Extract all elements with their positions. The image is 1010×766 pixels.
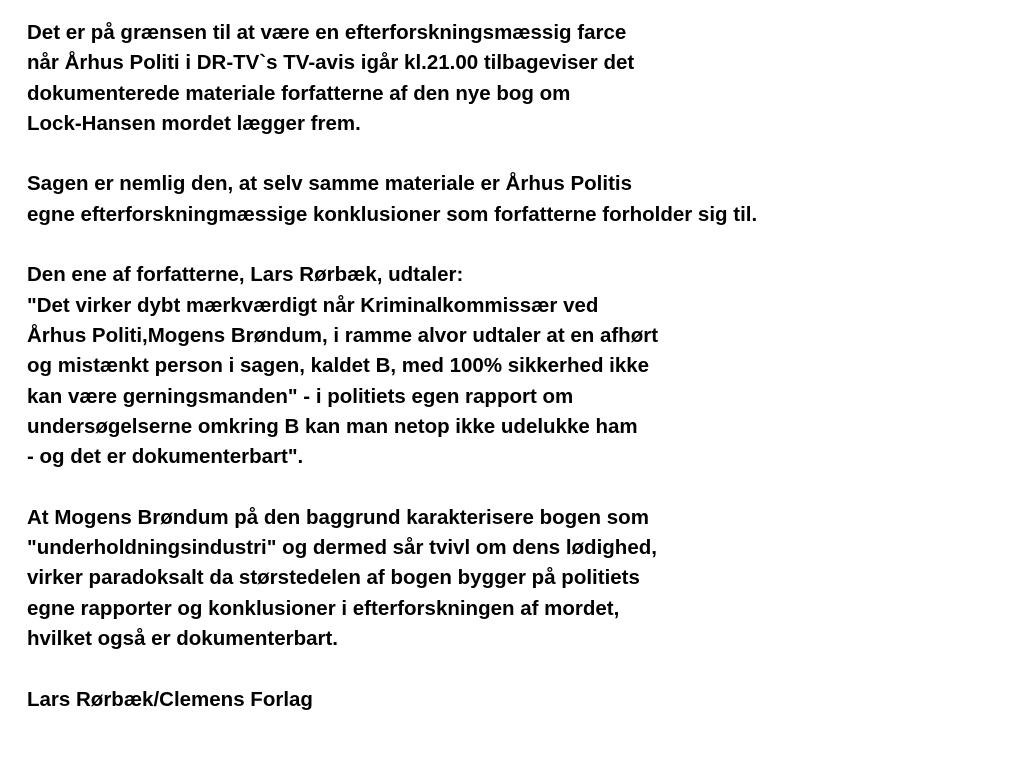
paragraph-quote — [27, 260, 1002, 472]
text-line: virker paradoksalt da størstedelen af bogen bygger på politiets — [27, 566, 640, 590]
document-body — [27, 18, 1002, 745]
text-line: Århus Politi,Mogens Brøndum, i ramme alvor udtaler at en afhørt — [27, 323, 659, 347]
text-line: At Mogens Brøndum på den baggrund karakterisere bogen som — [27, 505, 649, 529]
text-line: "Det virker dybt mærkværdigt når Kriminalkommissær ved — [27, 293, 599, 317]
text-line: Sagen er nemlig den, at selv samme materiale er Århus Politis — [27, 172, 632, 196]
text-line: undersøgelserne omkring B kan man netop ikke udelukke ham — [27, 414, 638, 438]
paragraph-intro — [27, 18, 1002, 139]
text-line: egne efterforskningmæssige konklusioner som forfatterne forholder sig til. — [27, 202, 758, 226]
text-line: Lock-Hansen mordet lægger frem. — [27, 111, 361, 135]
signature-line: Lars Rørbæk/Clemens Forlag — [27, 687, 313, 711]
text-line: når Århus Politi i DR-TV`s TV-avis igår kl.21.00 tilbageviser det — [27, 51, 635, 75]
text-line: "underholdningsindustri" og dermed sår tvivl om dens lødighed, — [27, 536, 657, 560]
text-line: og mistænkt person i sagen, kaldet B, med 100% sikkerhed ikke — [27, 354, 650, 378]
text-line: hvilket også er dokumenterbart. — [27, 626, 339, 650]
paragraph-conclusion — [27, 503, 1002, 654]
text-line: dokumenterede materiale forfatterne af den nye bog om — [27, 81, 571, 105]
text-line: - og det er dokumenterbart". — [27, 445, 304, 469]
text-line: Den ene af forfatterne, Lars Rørbæk, udtaler: — [27, 263, 464, 287]
signature — [27, 685, 1002, 715]
text-line: kan være gerningsmanden" - i politiets egen rapport om — [27, 384, 574, 408]
text-line: egne rapporter og konklusioner i efterforskningen af mordet, — [27, 596, 620, 620]
paragraph-argument — [27, 169, 1002, 230]
text-line: Det er på grænsen til at være en efterforskningsmæssig farce — [27, 21, 627, 44]
